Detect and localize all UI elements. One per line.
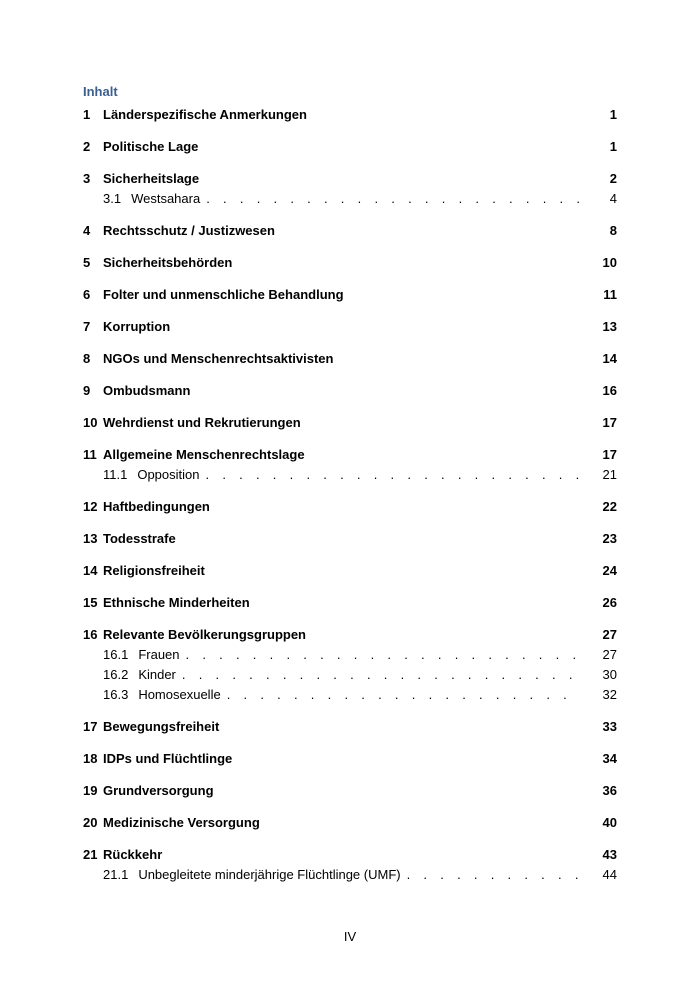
toc-entry-number: 2 [83, 139, 91, 154]
dot-leader [206, 465, 582, 485]
toc-entry-number: 20 [83, 815, 98, 830]
toc-subentry-title[interactable]: Unbegleitete minderjährige Flüchtlinge (UMF) [138, 867, 401, 882]
toc-entry-17[interactable] [83, 717, 617, 737]
toc-entry-number: 14 [83, 563, 98, 578]
toc-entry-7[interactable] [83, 317, 617, 337]
toc-entry-page[interactable]: 2 [609, 171, 617, 186]
toc-subentry-title[interactable]: Opposition [137, 467, 200, 482]
toc-entry-title[interactable]: NGOs und Menschenrechtsaktivisten [103, 351, 334, 366]
toc-subentry-title[interactable]: Homosexuelle [138, 687, 221, 702]
toc-entry-number: 16 [83, 627, 98, 642]
toc-subentry-number: 3.1 [103, 191, 122, 206]
toc-entry-page[interactable]: 8 [609, 223, 617, 238]
toc-entry-page[interactable]: 13 [602, 319, 617, 334]
toc-entry-page[interactable]: 10 [602, 255, 617, 270]
toc-entry-page[interactable]: 16 [602, 383, 617, 398]
toc-subentry-number: 11.1 [103, 467, 128, 482]
toc-entry-number: 17 [83, 719, 98, 734]
toc-entry-page[interactable]: 11 [603, 287, 617, 302]
toc-entry-10[interactable] [83, 413, 617, 433]
toc-entry-number: 11 [83, 447, 97, 462]
toc-entry-20[interactable] [83, 813, 617, 833]
toc-entry-5[interactable] [83, 253, 617, 273]
toc-entry-6[interactable] [83, 285, 617, 305]
toc-entry-page[interactable]: 27 [602, 627, 617, 642]
toc-subentry-16.1[interactable] [83, 645, 617, 665]
toc-entry-title[interactable]: Folter und unmenschliche Behandlung [103, 287, 344, 302]
dot-leader [227, 685, 581, 705]
toc-entry-number: 7 [83, 319, 91, 334]
toc-entry-title[interactable]: Ombudsmann [103, 383, 191, 398]
toc-entry-number: 13 [83, 531, 98, 546]
toc-entry-page[interactable]: 24 [602, 563, 617, 578]
toc-entry-number: 19 [83, 783, 98, 798]
toc-entry-number: 4 [83, 223, 91, 238]
toc-entry-page[interactable]: 22 [602, 499, 617, 514]
toc-entry-title[interactable]: Todesstrafe [103, 531, 176, 546]
toc-entry-title[interactable]: Sicherheitsbehörden [103, 255, 233, 270]
toc-entry-1[interactable] [83, 105, 617, 125]
toc-subentry-number: 16.2 [103, 667, 129, 682]
toc-subentry-page[interactable]: 21 [602, 467, 617, 482]
toc-entry-number: 3 [83, 171, 91, 186]
toc-subentry-page[interactable]: 27 [602, 647, 617, 662]
toc-entry-number: 9 [83, 383, 91, 398]
toc-entry-number: 21 [83, 847, 98, 862]
toc-entry-page[interactable]: 1 [609, 139, 617, 154]
toc-subentry-page[interactable]: 32 [602, 687, 617, 702]
toc-entry-page[interactable]: 17 [602, 415, 617, 430]
dot-leader [407, 865, 581, 885]
toc-entry-page[interactable]: 43 [602, 847, 617, 862]
toc-entry-11[interactable] [83, 445, 617, 465]
toc-entry-page[interactable]: 40 [602, 815, 617, 830]
toc-entry-19[interactable] [83, 781, 617, 801]
toc-entry-number: 12 [83, 499, 98, 514]
toc-entry-page[interactable]: 34 [602, 751, 617, 766]
toc-subentry-number: 16.1 [103, 647, 129, 662]
toc-entry-13[interactable] [83, 529, 617, 549]
toc-entry-9[interactable] [83, 381, 617, 401]
dot-leader [206, 189, 581, 209]
toc-subentry-number: 21.1 [103, 867, 129, 882]
toc-entry-title[interactable]: Sicherheitslage [103, 171, 200, 186]
toc-entry-14[interactable] [83, 561, 617, 581]
toc-entry-page[interactable]: 14 [602, 351, 617, 366]
dot-leader [186, 645, 581, 665]
toc-entry-18[interactable] [83, 749, 617, 769]
toc-entry-16[interactable] [83, 625, 617, 645]
toc-entry-page[interactable]: 33 [602, 719, 617, 734]
toc-entry-page[interactable]: 23 [602, 531, 617, 546]
toc-entry-2[interactable] [83, 137, 617, 157]
toc-entry-page[interactable]: 17 [602, 447, 617, 462]
toc-entry-title[interactable]: Korruption [103, 319, 171, 334]
toc-entry-title[interactable]: Wehrdienst und Rekrutierungen [103, 415, 301, 430]
toc-subentry-16.2[interactable] [83, 665, 617, 685]
toc-entry-number: 6 [83, 287, 91, 302]
toc-entry-number: 15 [83, 595, 98, 610]
toc-subentry-title[interactable]: Frauen [138, 647, 180, 662]
toc-entry-21[interactable] [83, 845, 617, 865]
toc-entry-title[interactable]: Länderspezifische Anmerkungen [103, 107, 307, 122]
toc-entry-title[interactable]: Politische Lage [103, 139, 199, 154]
toc-entry-number: 5 [83, 255, 91, 270]
toc-entry-title[interactable]: Ethnische Minderheiten [103, 595, 250, 610]
toc-entry-number: 1 [83, 107, 91, 122]
toc-subentry-11.1[interactable] [83, 465, 617, 485]
toc-entry-15[interactable] [83, 593, 617, 613]
toc-entry-title[interactable]: Grundversorgung [103, 783, 214, 798]
toc-entry-title[interactable]: Rechtsschutz / Justizwesen [103, 223, 275, 238]
toc-entry-title[interactable]: IDPs und Flüchtlinge [103, 751, 233, 766]
dot-leader [182, 665, 581, 685]
toc-entry-title[interactable]: Haftbedingungen [103, 499, 210, 514]
toc-entry-number: 18 [83, 751, 98, 766]
toc-entry-title[interactable]: Medizinische Versorgung [103, 815, 260, 830]
toc-entry-number: 10 [83, 415, 98, 430]
page-number: IV [343, 929, 357, 944]
toc-subentry-page[interactable]: 30 [602, 667, 617, 682]
toc-subentry-title[interactable]: Kinder [138, 667, 176, 682]
toc-subentry-page[interactable]: 4 [609, 191, 617, 206]
toc-entry-title[interactable]: Religionsfreiheit [103, 563, 205, 578]
toc-entry-8[interactable] [83, 349, 617, 369]
toc-subentry-title[interactable]: Westsahara [131, 191, 201, 206]
toc-entry-page[interactable]: 36 [602, 783, 617, 798]
toc-subentry-page[interactable]: 44 [602, 867, 617, 882]
toc-entry-title[interactable]: Allgemeine Menschenrechtslage [103, 447, 305, 462]
toc-entry-title[interactable]: Bewegungsfreiheit [103, 719, 220, 734]
toc-entry-4[interactable] [83, 221, 617, 241]
toc-subentry-number: 16.3 [103, 687, 129, 702]
toc-entry-page[interactable]: 1 [609, 107, 617, 122]
toc-entry-title[interactable]: Relevante Bevölkerungsgruppen [103, 627, 306, 642]
toc-entry-3[interactable] [83, 169, 617, 189]
toc-entry-page[interactable]: 26 [602, 595, 617, 610]
toc-subentry-21.1[interactable] [83, 865, 617, 885]
table-of-contents [83, 105, 617, 885]
toc-subentry-16.3[interactable] [83, 685, 617, 705]
toc-entry-title[interactable]: Rückkehr [103, 847, 163, 862]
toc-subentry-3.1[interactable] [83, 189, 617, 209]
toc-entry-number: 8 [83, 351, 91, 366]
toc-heading: Inhalt [83, 84, 118, 99]
toc-entry-12[interactable] [83, 497, 617, 517]
